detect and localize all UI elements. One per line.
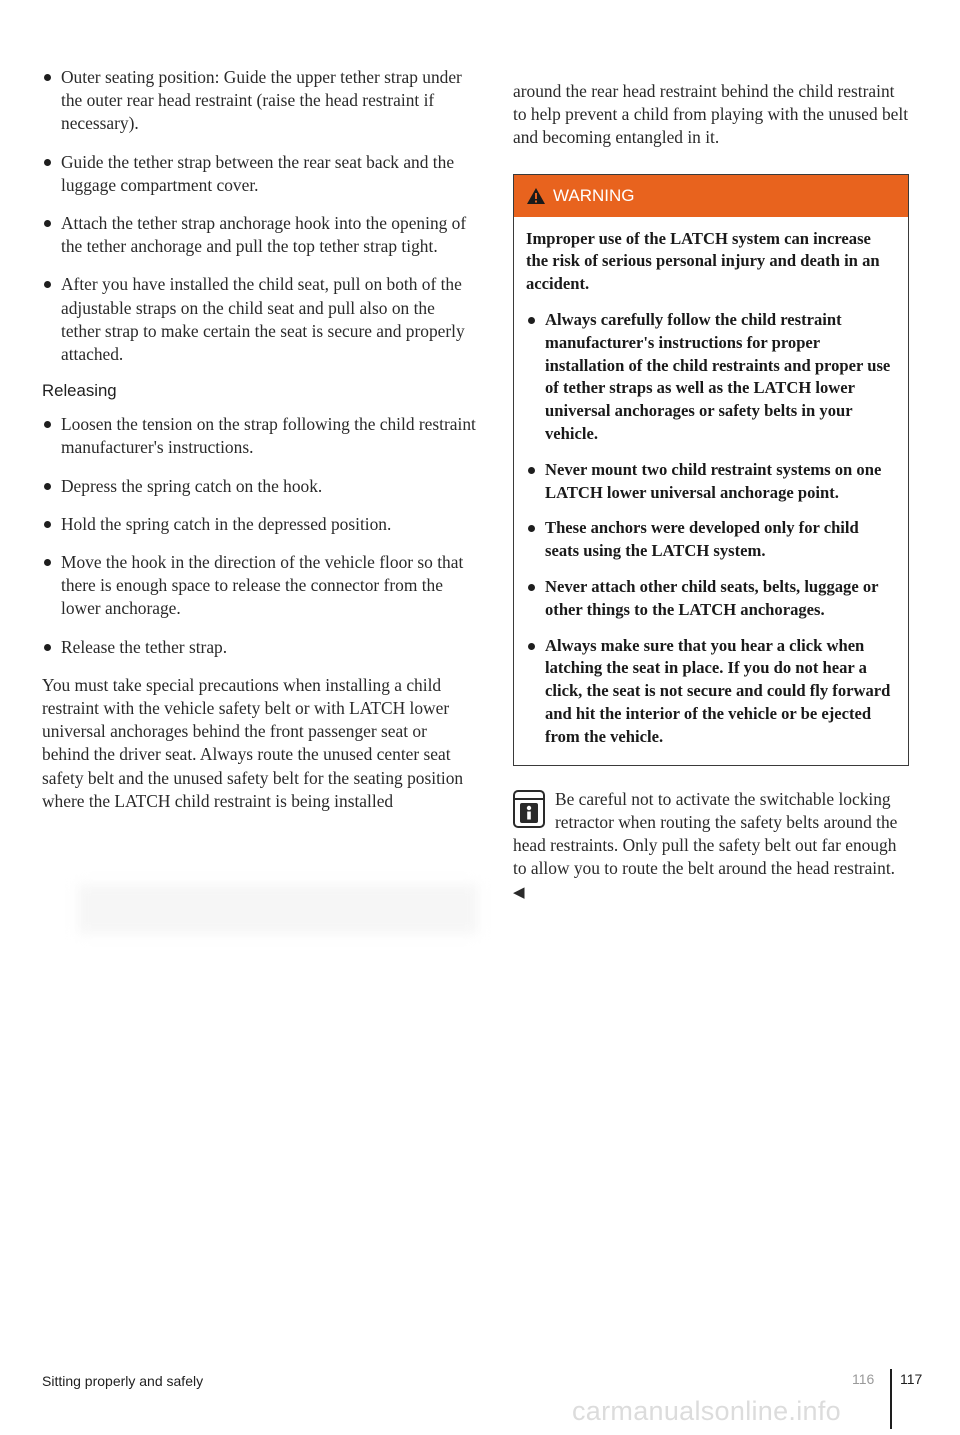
special-precautions-paragraph: You must take special precautions when installing a child restraint with the vehicle safety belt or with LATCH lower universal anchorages behind the front passenger seat or behind the driver seat. Always route the unused center seat safety belt and the unused safety belt for the seating position where the LATCH child restraint is being installed bbox=[42, 674, 464, 811]
warning-title: WARNING bbox=[553, 185, 635, 205]
bullet-loosen: Loosen the tension on the strap following the child restraint manufacturer's instructions. bbox=[42, 413, 478, 459]
continuation-paragraph: around the rear head restraint behind the child restraint to help prevent a child from playing with the unused belt and becoming entangled in it. bbox=[513, 81, 909, 148]
releasing-heading: Releasing bbox=[42, 381, 117, 401]
info-note-icon bbox=[513, 790, 545, 828]
warning-header bbox=[514, 175, 908, 217]
bullet-attach-hook: Attach the tether strap anchorage hook into the opening of the tether anchorage and pull the top tether strap tight. bbox=[42, 212, 478, 258]
bullet-after-install: After you have installed the child seat, pull on both of the adjustable straps on the child seat and pull also on the tether strap to make certain the seat is secure and properly attached. bbox=[42, 273, 478, 366]
bullet-release: Release the tether strap. bbox=[42, 636, 478, 659]
bullet-depress: Depress the spring catch on the hook. bbox=[42, 475, 478, 498]
page-number-left: 116 bbox=[852, 1371, 875, 1387]
warning-bullet-follow-instructions: Always carefully follow the child restraint manufacturer's instructions for proper installation of the child restraints and proper use of tether straps as well as the LATCH lower universal anchorages or safety belts in your vehicle. bbox=[526, 309, 896, 446]
page-number-right: 117 bbox=[900, 1371, 923, 1387]
bullet-guide-tether: Guide the tether strap between the rear seat back and the luggage compartment cover. bbox=[42, 151, 478, 197]
warning-triangle-icon bbox=[526, 187, 546, 205]
footer-section-title: Sitting properly and safely bbox=[42, 1373, 204, 1389]
bullet-move-hook: Move the hook in the direction of the vehicle floor so that there is enough space to release the connector from the lower anchorage. bbox=[42, 551, 478, 621]
end-of-section-icon: ◀ bbox=[513, 885, 525, 902]
warning-bullet-anchors-only: These anchors were developed only for child seats using the LATCH system. bbox=[526, 517, 896, 563]
bullet-outer-seating: Outer seating position: Guide the upper tether strap under the outer rear head restraint (raise the head restraint if necessary). bbox=[42, 66, 478, 136]
scan-smudge bbox=[78, 884, 478, 934]
bullet-hold: Hold the spring catch in the depressed position. bbox=[42, 513, 478, 536]
watermark: carmanualsonline.info bbox=[572, 1396, 841, 1426]
right-column bbox=[513, 80, 909, 906]
left-column bbox=[42, 66, 478, 828]
warning-bullet-hear-click: Always make sure that you hear a click when latching the seat in place. If you do not hear a click, the seat is not secure and could fly forward and hit the interior of the vehicle or be ejected from the vehicle. bbox=[526, 635, 896, 749]
note-block bbox=[513, 788, 909, 906]
warning-body bbox=[514, 217, 908, 765]
warning-bullet-never-attach: Never attach other child seats, belts, luggage or other things to the LATCH anchorages. bbox=[526, 576, 896, 622]
note-text: Be careful not to activate the switchable locking retractor when routing the safety belts around the head restraints. Only pull the safety belt out far enough to allow you to route the belt around the head restraint. bbox=[513, 788, 898, 879]
warning-bullet-never-mount-two: Never mount two child restraint systems on one LATCH lower universal anchorage point. bbox=[526, 459, 896, 505]
warning-intro: Improper use of the LATCH system can increase the risk of serious personal injury and death in an accident. bbox=[526, 228, 880, 294]
warning-box bbox=[513, 174, 909, 766]
